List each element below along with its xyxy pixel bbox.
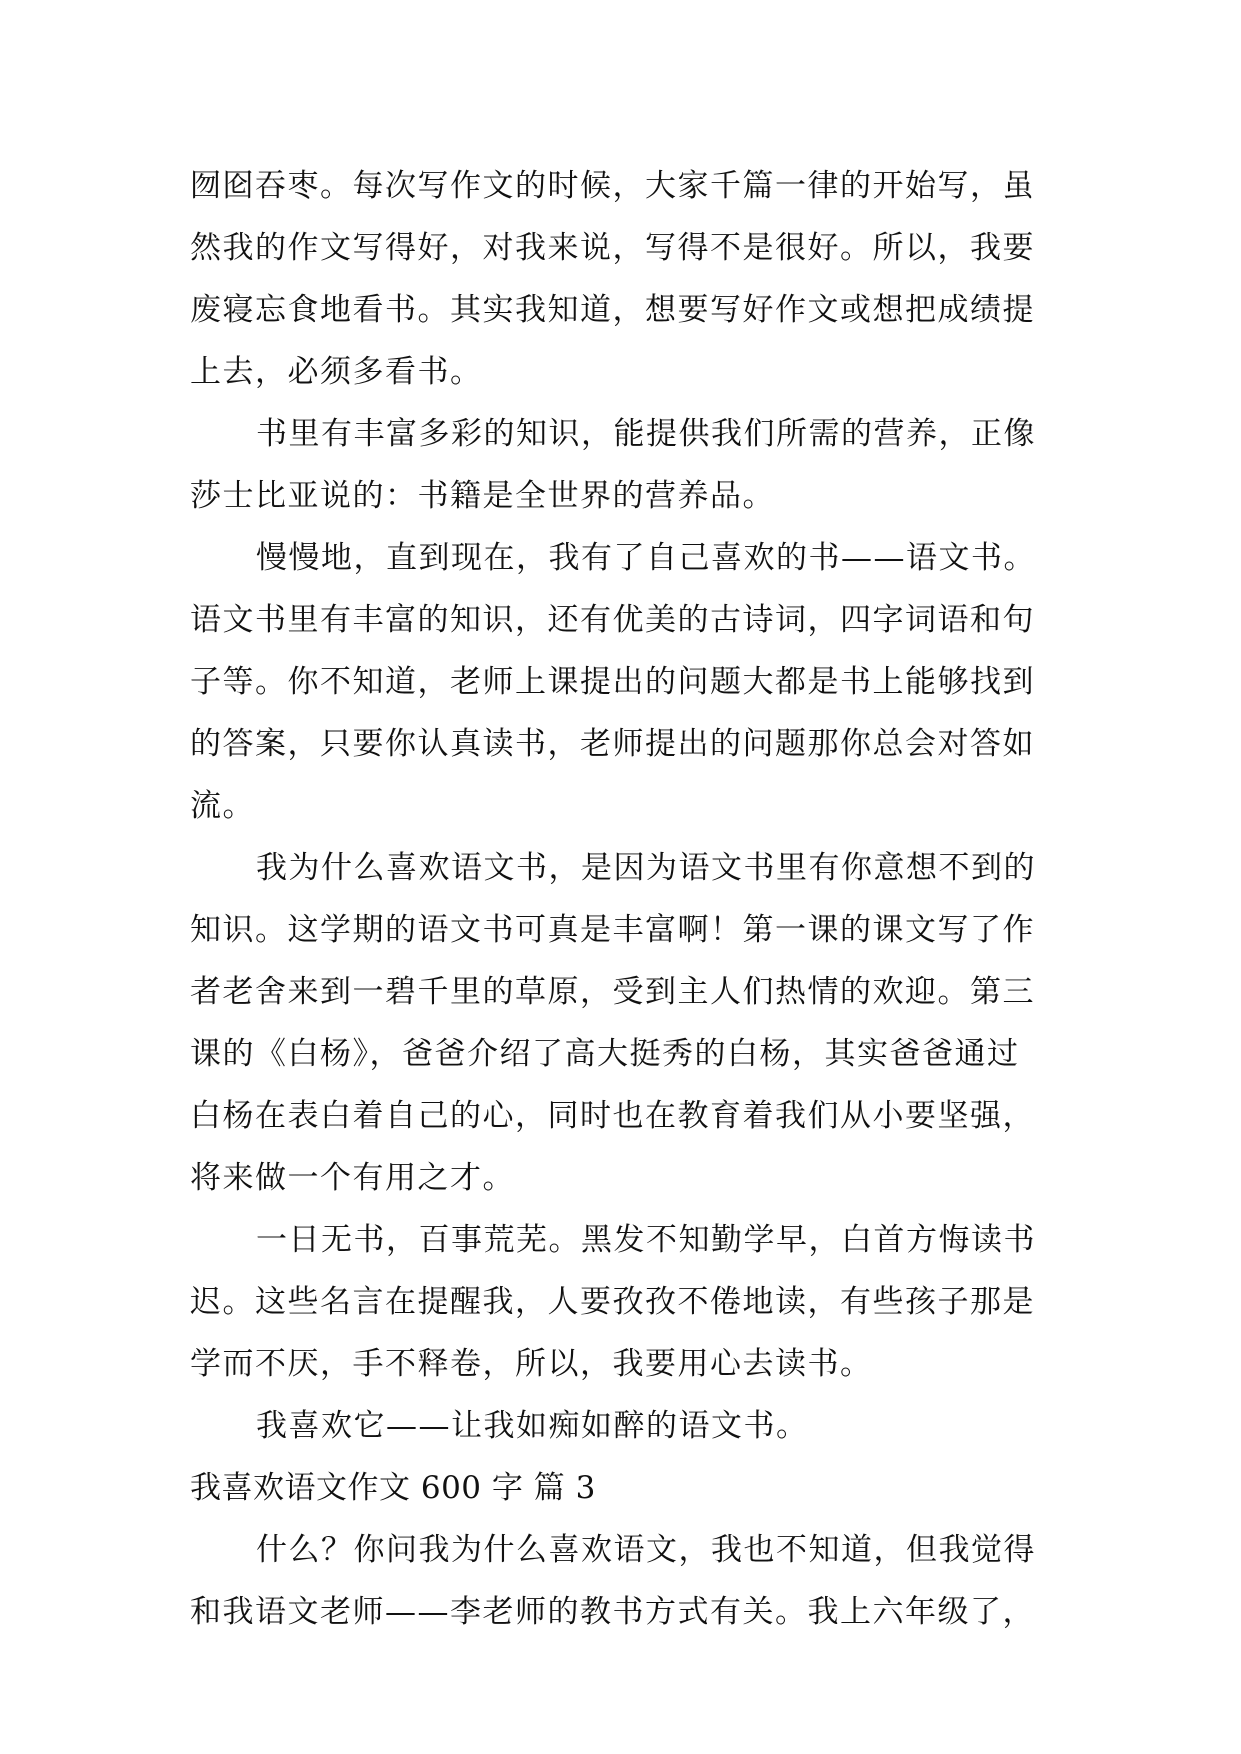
text-line: 知识。这学期的语文书可真是丰富啊！第一课的课文写了作	[190, 912, 1035, 948]
paragraph-first-line: 我喜欢它——让我如痴如醉的语文书。	[256, 1408, 809, 1444]
text-line: 课的《白杨》，爸爸介绍了高大挺秀的白杨，其实爸爸通过	[190, 1036, 1020, 1072]
text-line: 莎士比亚说的：书籍是全世界的营养品。	[190, 478, 775, 514]
essay-text	[190, 155, 1060, 1643]
text-line: 然我的作文写得好，对我来说，写得不是很好。所以，我要	[190, 230, 1035, 266]
text-line: 废寝忘食地看书。其实我知道，想要写好作文或想把成绩提	[190, 292, 1035, 328]
section-heading: 我喜欢语文作文 600 字 篇 3	[190, 1470, 596, 1506]
text-line: 学而不厌，手不释卷，所以，我要用心去读书。	[190, 1346, 873, 1382]
paragraph-first-line: 什么？你问我为什么喜欢语文，我也不知道，但我觉得	[256, 1532, 1036, 1568]
text-line: 上去，必须多看书。	[190, 354, 483, 390]
text-line: 子等。你不知道，老师上课提出的问题大都是书上能够找到	[190, 664, 1035, 700]
paragraph-first-line: 慢慢地，直到现在，我有了自己喜欢的书——语文书。	[256, 540, 1036, 576]
text-line: 囫囵吞枣。每次写作文的时候，大家千篇一律的开始写，虽	[190, 168, 1035, 204]
text-line: 语文书里有丰富的知识，还有优美的古诗词，四字词语和句	[190, 602, 1035, 638]
text-line: 的答案，只要你认真读书，老师提出的问题那你总会对答如	[190, 726, 1035, 762]
text-line: 和我语文老师——李老师的教书方式有关。我上六年级了，	[190, 1594, 1035, 1630]
text-line: 流。	[190, 788, 255, 824]
text-line: 将来做一个有用之才。	[190, 1160, 515, 1196]
text-line: 白杨在表白着自己的心，同时也在教育着我们从小要坚强，	[190, 1098, 1035, 1134]
text-line: 者老舍来到一碧千里的草原，受到主人们热情的欢迎。第三	[190, 974, 1035, 1010]
paragraph-first-line: 我为什么喜欢语文书，是因为语文书里有你意想不到的	[256, 850, 1036, 886]
paragraph-first-line: 一日无书，百事荒芜。黑发不知勤学早，白首方悔读书	[256, 1222, 1036, 1258]
text-line: 迟。这些名言在提醒我，人要孜孜不倦地读，有些孩子那是	[190, 1284, 1035, 1320]
paragraph-first-line: 书里有丰富多彩的知识，能提供我们所需的营养，正像	[256, 416, 1036, 452]
